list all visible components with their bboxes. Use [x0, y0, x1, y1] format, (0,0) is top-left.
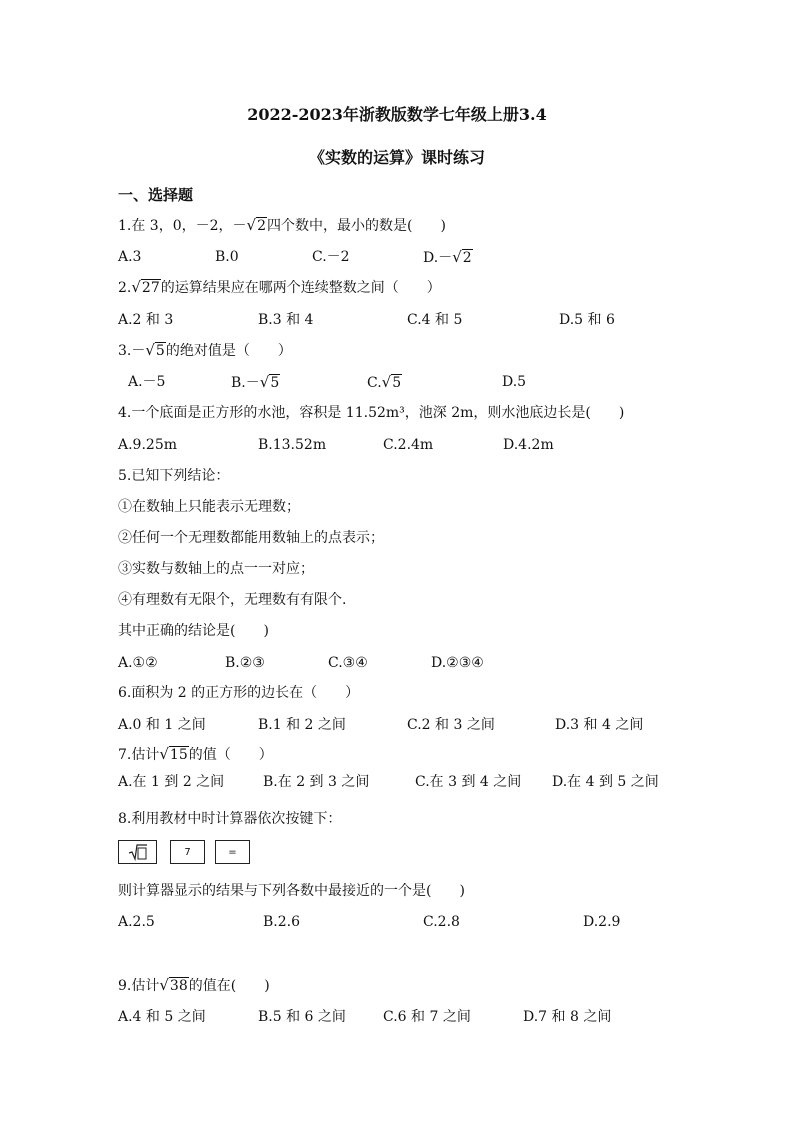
- q5-statement: ②任何一个无理数都能用数轴上的点表示；: [118, 530, 384, 546]
- q7-option-b: B.在 2 到 3 之间: [263, 774, 370, 790]
- question-1-stem: 1.在 3，0，－2，－√2四个数中，最小的数是( ): [118, 216, 446, 234]
- q5-ask: 其中正确的结论是( ): [118, 623, 269, 639]
- calculator-key-7: 7: [170, 840, 205, 864]
- q3-option-d: D.5: [502, 374, 527, 390]
- sqrt-symbol: √5: [381, 373, 402, 391]
- sqrt-symbol: √27: [131, 278, 160, 296]
- doc-title-line1: 2022-2023年浙教版数学七年级上册3.4: [247, 105, 547, 124]
- q3-option-a: A.－5: [128, 374, 166, 390]
- q9-option-b: B.5 和 6 之间: [258, 1009, 346, 1025]
- question-3-stem: 3.－√5的绝对值是（ ）: [118, 341, 292, 359]
- sqrt-symbol: √2: [246, 216, 267, 234]
- question-2-stem: 2.√27的运算结果应在哪两个连续整数之间（ ）: [118, 278, 441, 296]
- q8-ask: 则计算器显示的结果与下列各数中最接近的一个是( ): [118, 883, 465, 899]
- q3-option-b: B.－√5: [231, 373, 280, 391]
- question-6-stem: 6.面积为 2 的正方形的边长在（ ）: [118, 685, 360, 701]
- q8-option-a: A.2.5: [118, 914, 155, 930]
- q5-option-a: A.①②: [118, 655, 158, 671]
- q8-option-c: C.2.8: [423, 914, 460, 930]
- calculator-key-equals: =: [215, 840, 250, 864]
- q7-option-a: A.在 1 到 2 之间: [118, 774, 225, 790]
- q2-option-c: C.4 和 5: [407, 312, 463, 328]
- q8-option-b: B.2.6: [263, 914, 301, 930]
- question-9-stem: 9.估计√38的值在( ): [118, 976, 270, 994]
- q5-statement: ④有理数有无限个，无理数有有限个.: [118, 592, 347, 608]
- q9-option-a: A.4 和 5 之间: [118, 1009, 206, 1025]
- q7-option-d: D.在 4 到 5 之间: [552, 774, 659, 790]
- q4-option-d: D.4.2m: [503, 437, 554, 453]
- q9-option-c: C.6 和 7 之间: [383, 1009, 471, 1025]
- q6-option-a: A.0 和 1 之间: [118, 717, 206, 733]
- q4-option-b: B.13.52m: [258, 437, 327, 453]
- q3-option-c: C.√5: [367, 373, 402, 391]
- q5-statement: ③实数与数轴上的点一一对应；: [118, 561, 314, 577]
- question-7-stem: 7.估计√15的值（ ）: [118, 745, 273, 763]
- q4-option-c: C.2.4m: [383, 437, 434, 453]
- q7-option-c: C.在 3 到 4 之间: [415, 774, 522, 790]
- sqrt-symbol: √5: [259, 373, 280, 391]
- sqrt-symbol: √2: [452, 248, 472, 266]
- sqrt-key-icon: [127, 843, 149, 861]
- q2-option-a: A.2 和 3: [118, 312, 174, 328]
- q4-option-a: A.9.25m: [118, 437, 178, 453]
- question-5-stem: 5.已知下列结论：: [118, 468, 230, 484]
- q8-option-d: D.2.9: [583, 914, 621, 930]
- doc-title-line2: 《实数的运算》课时练习: [308, 148, 485, 167]
- q5-option-b: B.②③: [225, 655, 265, 671]
- sqrt-symbol: √38: [159, 976, 188, 994]
- q1-option-b: B.0: [215, 249, 239, 265]
- q1-option-a: A.3: [118, 249, 142, 265]
- q6-option-b: B.1 和 2 之间: [258, 717, 346, 733]
- sqrt-symbol: √5: [145, 341, 165, 359]
- q6-option-c: C.2 和 3 之间: [407, 717, 495, 733]
- sqrt-symbol: √15: [159, 745, 188, 763]
- q1-option-d: D.－√2: [423, 248, 472, 266]
- question-8-stem: 8.利用教材中时计算器依次按键下：: [118, 811, 342, 827]
- q5-option-c: C.③④: [328, 655, 368, 671]
- q2-option-b: B.3 和 4: [258, 312, 314, 328]
- question-4-stem: 4.一个底面是正方形的水池，容积是 11.52m³，池深 2m，则水池底边长是( ): [118, 405, 625, 421]
- section-heading: 一、选择题: [118, 186, 194, 204]
- q5-statement: ①在数轴上只能表示无理数；: [118, 499, 300, 515]
- q2-option-d: D.5 和 6: [559, 312, 615, 328]
- q6-option-d: D.3 和 4 之间: [555, 717, 644, 733]
- q1-option-c: C.－2: [312, 249, 350, 265]
- q9-option-d: D.7 和 8 之间: [523, 1009, 612, 1025]
- calculator-key-sqrt: [118, 840, 157, 864]
- q5-option-d: D.②③④: [431, 655, 484, 671]
